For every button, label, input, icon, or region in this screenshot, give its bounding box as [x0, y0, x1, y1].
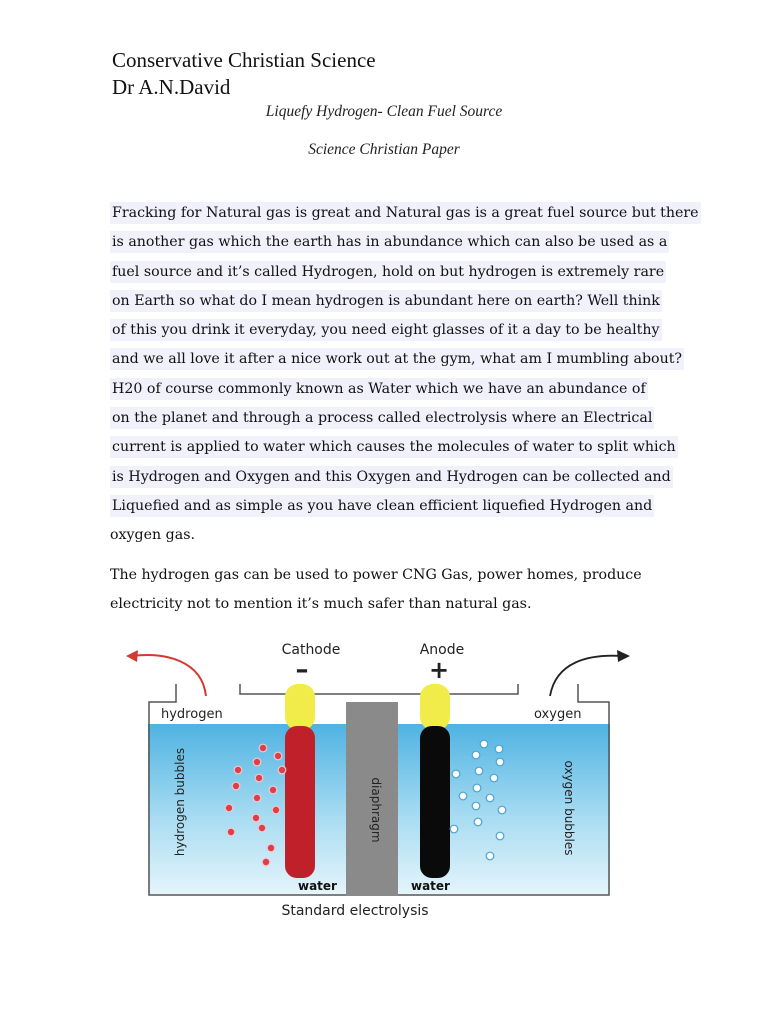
paragraph-line [110, 287, 670, 316]
anode-sign: + [428, 656, 450, 684]
paragraph-line [110, 463, 670, 492]
paragraph-line-text: on Earth so what do I mean hydrogen is abundant here on earth? Well think [110, 290, 662, 312]
electrolysis-diagram [118, 632, 638, 932]
paper-title: Liquefy Hydrogen- Clean Fuel Source [265, 103, 503, 120]
cathode-rod [285, 726, 315, 878]
paragraph-line-text: Liquefied and as simple as you have clean efficient liquefied Hydrogen and [110, 495, 654, 517]
paragraph-line-text: oxygen gas. [110, 527, 196, 544]
oxygen-label: oxygen [534, 707, 582, 722]
paragraph-line [110, 561, 670, 590]
paragraph-line-text: of this you drink it everyday, you need eight glasses of it a day to be healthy [110, 319, 662, 341]
paper-type: Science Christian Paper [308, 141, 460, 158]
body-paragraph-2 [110, 561, 670, 620]
cathode-sign: – [295, 655, 309, 685]
lid-bracket [240, 684, 518, 694]
water-label-left: water [298, 879, 337, 893]
paragraph-line-text: and we all love it after a nice work out at the gym, what am I mumbling about? [110, 348, 684, 370]
oxygen-arrowhead-icon [617, 650, 630, 662]
paragraph-line [110, 404, 670, 433]
paragraph-line [110, 199, 699, 228]
hydrogen-arrow-icon [132, 655, 206, 696]
paragraph-line [110, 258, 670, 287]
paragraph-line-text: H20 of course commonly known as Water which we have an abundance of [110, 378, 648, 400]
paragraph-line-text: The hydrogen gas can be used to power CNG Gas, power homes, produce [110, 567, 642, 583]
anode-rod [420, 726, 450, 878]
figure-caption: Standard electrolysis [281, 903, 429, 919]
paragraph-line [110, 590, 670, 619]
cathode-label: Cathode [281, 642, 341, 658]
paragraph-line [110, 316, 670, 345]
paragraph-line-text: current is applied to water which causes the molecules of water to split which [110, 436, 678, 458]
paragraph-line [110, 521, 670, 550]
paragraph-line [110, 492, 670, 521]
cathode-cap [285, 684, 315, 730]
hydrogen-arrowhead-icon [126, 650, 138, 662]
paragraph-line [110, 433, 676, 462]
paragraph-line-text: is Hydrogen and Oxygen and this Oxygen and Hydrogen can be collected and [110, 466, 673, 488]
paragraph-line-text: fuel source and it’s called Hydrogen, hold on but hydrogen is extremely rare [110, 261, 666, 283]
paragraph-line-text: on the planet and through a process called electrolysis where an Electrical [110, 407, 654, 429]
paragraph-line-text: Fracking for Natural gas is great and Natural gas is a great fuel source but there [110, 202, 701, 224]
water-label-right: water [411, 879, 450, 893]
oxygen-arrow-icon [550, 656, 622, 696]
hydrogen-label: hydrogen [161, 707, 223, 722]
anode-cap [420, 684, 450, 730]
header-author: Dr A.N.David [112, 75, 231, 99]
paragraph-line-text: electricity not to mention it’s much safer than natural gas. [110, 596, 532, 613]
paragraph-line [110, 375, 670, 404]
oxygen-bubbles-label: oxygen bubbles [562, 760, 576, 856]
anode-label: Anode [419, 642, 465, 658]
header-org: Conservative Christian Science [112, 48, 376, 72]
paragraph-line [110, 345, 683, 374]
diaphragm-label: diaphragm [369, 777, 383, 843]
paragraph-line-text: is another gas which the earth has in abundance which can also be used as a [110, 231, 669, 253]
body-paragraph-1 [110, 199, 699, 551]
hydrogen-bubbles-label: hydrogen bubbles [173, 747, 187, 857]
paragraph-line [110, 228, 670, 257]
